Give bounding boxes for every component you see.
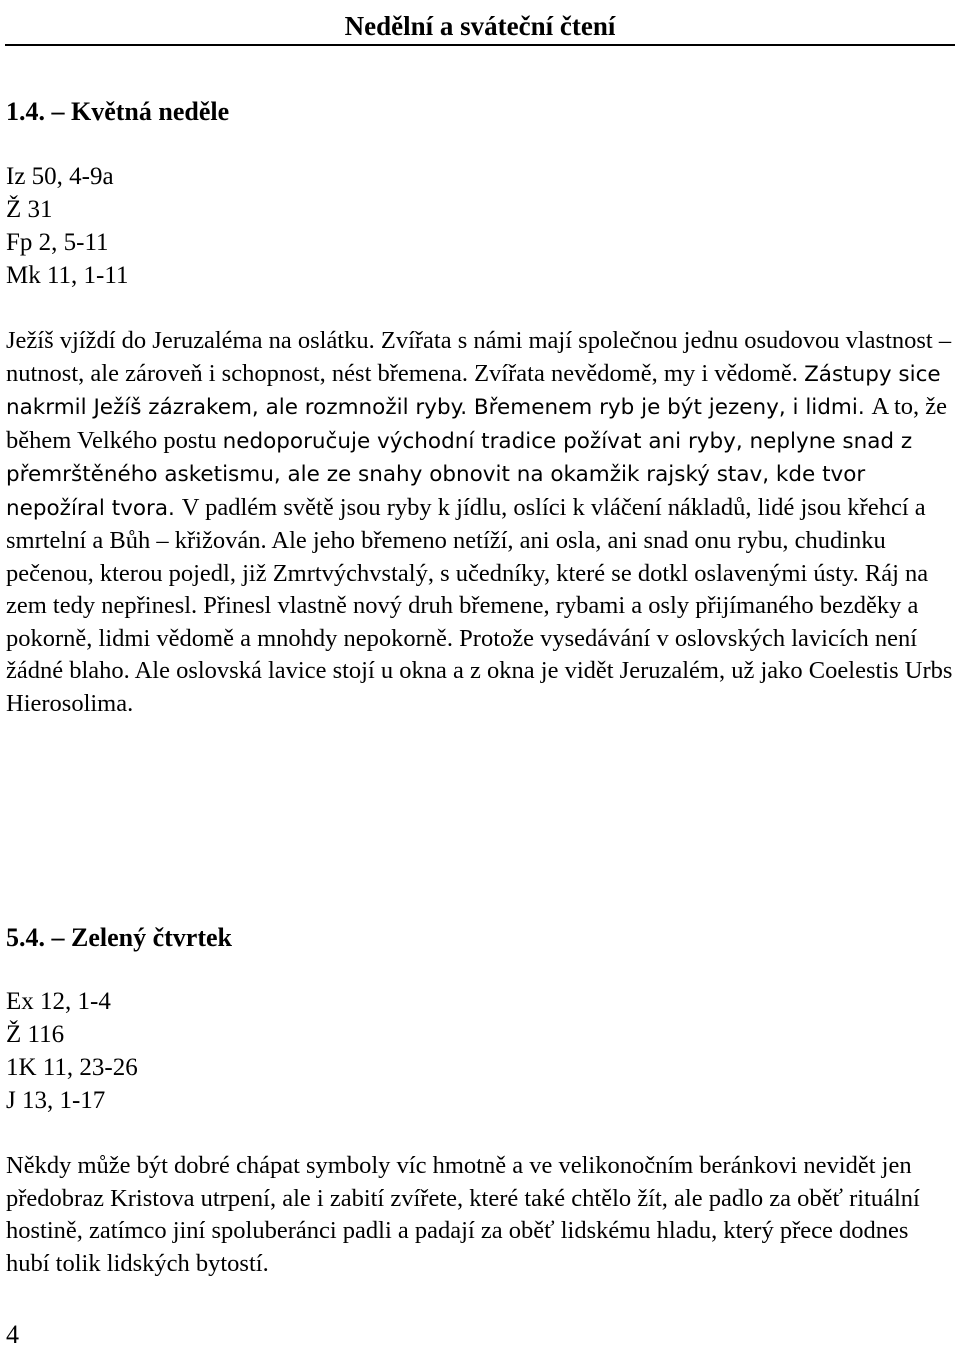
paragraph-text: Ježíš vjíždí do Jeruzaléma na oslátku. Zvířata s námi mají společnou jednu osudovou vlastnost – nutnost, ale zároveň i schopnost, nést břemena. Zvířata nevědomě, my i vědomě. bbox=[6, 327, 952, 387]
paragraph-text: nedoporučuje východní tradice požívat ani ryby, neplyne snad z přemrštěného asketismu, ale ze snahy obnovit na okamžik rajský stav, kde tvor nepožíral tvora. bbox=[6, 428, 913, 521]
header-divider bbox=[5, 44, 955, 46]
paragraph-text: A to, že během Velkého postu bbox=[6, 393, 948, 454]
scripture-references bbox=[6, 160, 128, 292]
page-number: 4 bbox=[6, 1320, 19, 1349]
scripture-reference: Ž 31 bbox=[6, 196, 53, 223]
scripture-reference: Mk 11, 1-11 bbox=[6, 262, 129, 289]
scripture-reference: Ex 12, 1-4 bbox=[6, 988, 111, 1015]
section-heading-zeleny-ctvrtek: 5.4. – Zelený čtvrtek bbox=[6, 923, 233, 952]
section-body-paragraph bbox=[6, 1150, 956, 1280]
scripture-reference: 1K 11, 23-26 bbox=[6, 1054, 138, 1081]
scripture-reference: J 13, 1-17 bbox=[6, 1087, 106, 1114]
section-heading-kvetna-nedele: 1.4. – Květná neděle bbox=[6, 97, 230, 126]
paragraph-text: V padlém světě jsou ryby k jídlu, oslíci k vláčení nákladů, lidé jsou křehcí a smrtelní a Bůh – křižován. Ale jeho břemeno netíží, ani osla, ani snad onu rybu, chudinku pečenou, kterou pojedl, již Zmrtvýchvstalý, s učedníky, které se dotkl oslavenými ústy. Ráj na zem tedy nepřinesl. Přinesl vlastně nový druh břemene, rybami a osly přijímaného bezděky a pokorně, lidmi vědomě a mnohdy nepokorně. Protože vysedávání v oslovských lavicích není žádné blaho. Ale oslovská lavice stojí u okna a z okna je vidět Jeruzalém, už jako Coelestis Urbs Hierosolima. bbox=[6, 493, 953, 717]
scripture-references bbox=[6, 985, 138, 1117]
page-header-title: Nedělní a sváteční čtení bbox=[344, 11, 616, 41]
scripture-reference: Ž 116 bbox=[6, 1021, 65, 1048]
scripture-reference: Iz 50, 4-9a bbox=[6, 163, 114, 190]
scripture-reference: Fp 2, 5-11 bbox=[6, 229, 109, 256]
section-body-paragraph bbox=[6, 325, 956, 720]
paragraph-text: Zástupy sice nakrmil Ježíš zázrakem, ale rozmnožil ryby. Břemenem ryb je být jezeny, i lidmi. bbox=[6, 361, 941, 420]
paragraph-text: Někdy může být dobré chápat symboly víc hmotně a ve velikonočním beránkovi nevidět jen předobraz Kristova utrpení, ale i zabití zvířete, které také chtělo žít, ale padlo za oběť rituální hostině, zatímco jiní spoluberánci padli a padají za oběť lidskému hladu, který přece dodnes hubí tolik lidských bytostí. bbox=[6, 1152, 920, 1277]
